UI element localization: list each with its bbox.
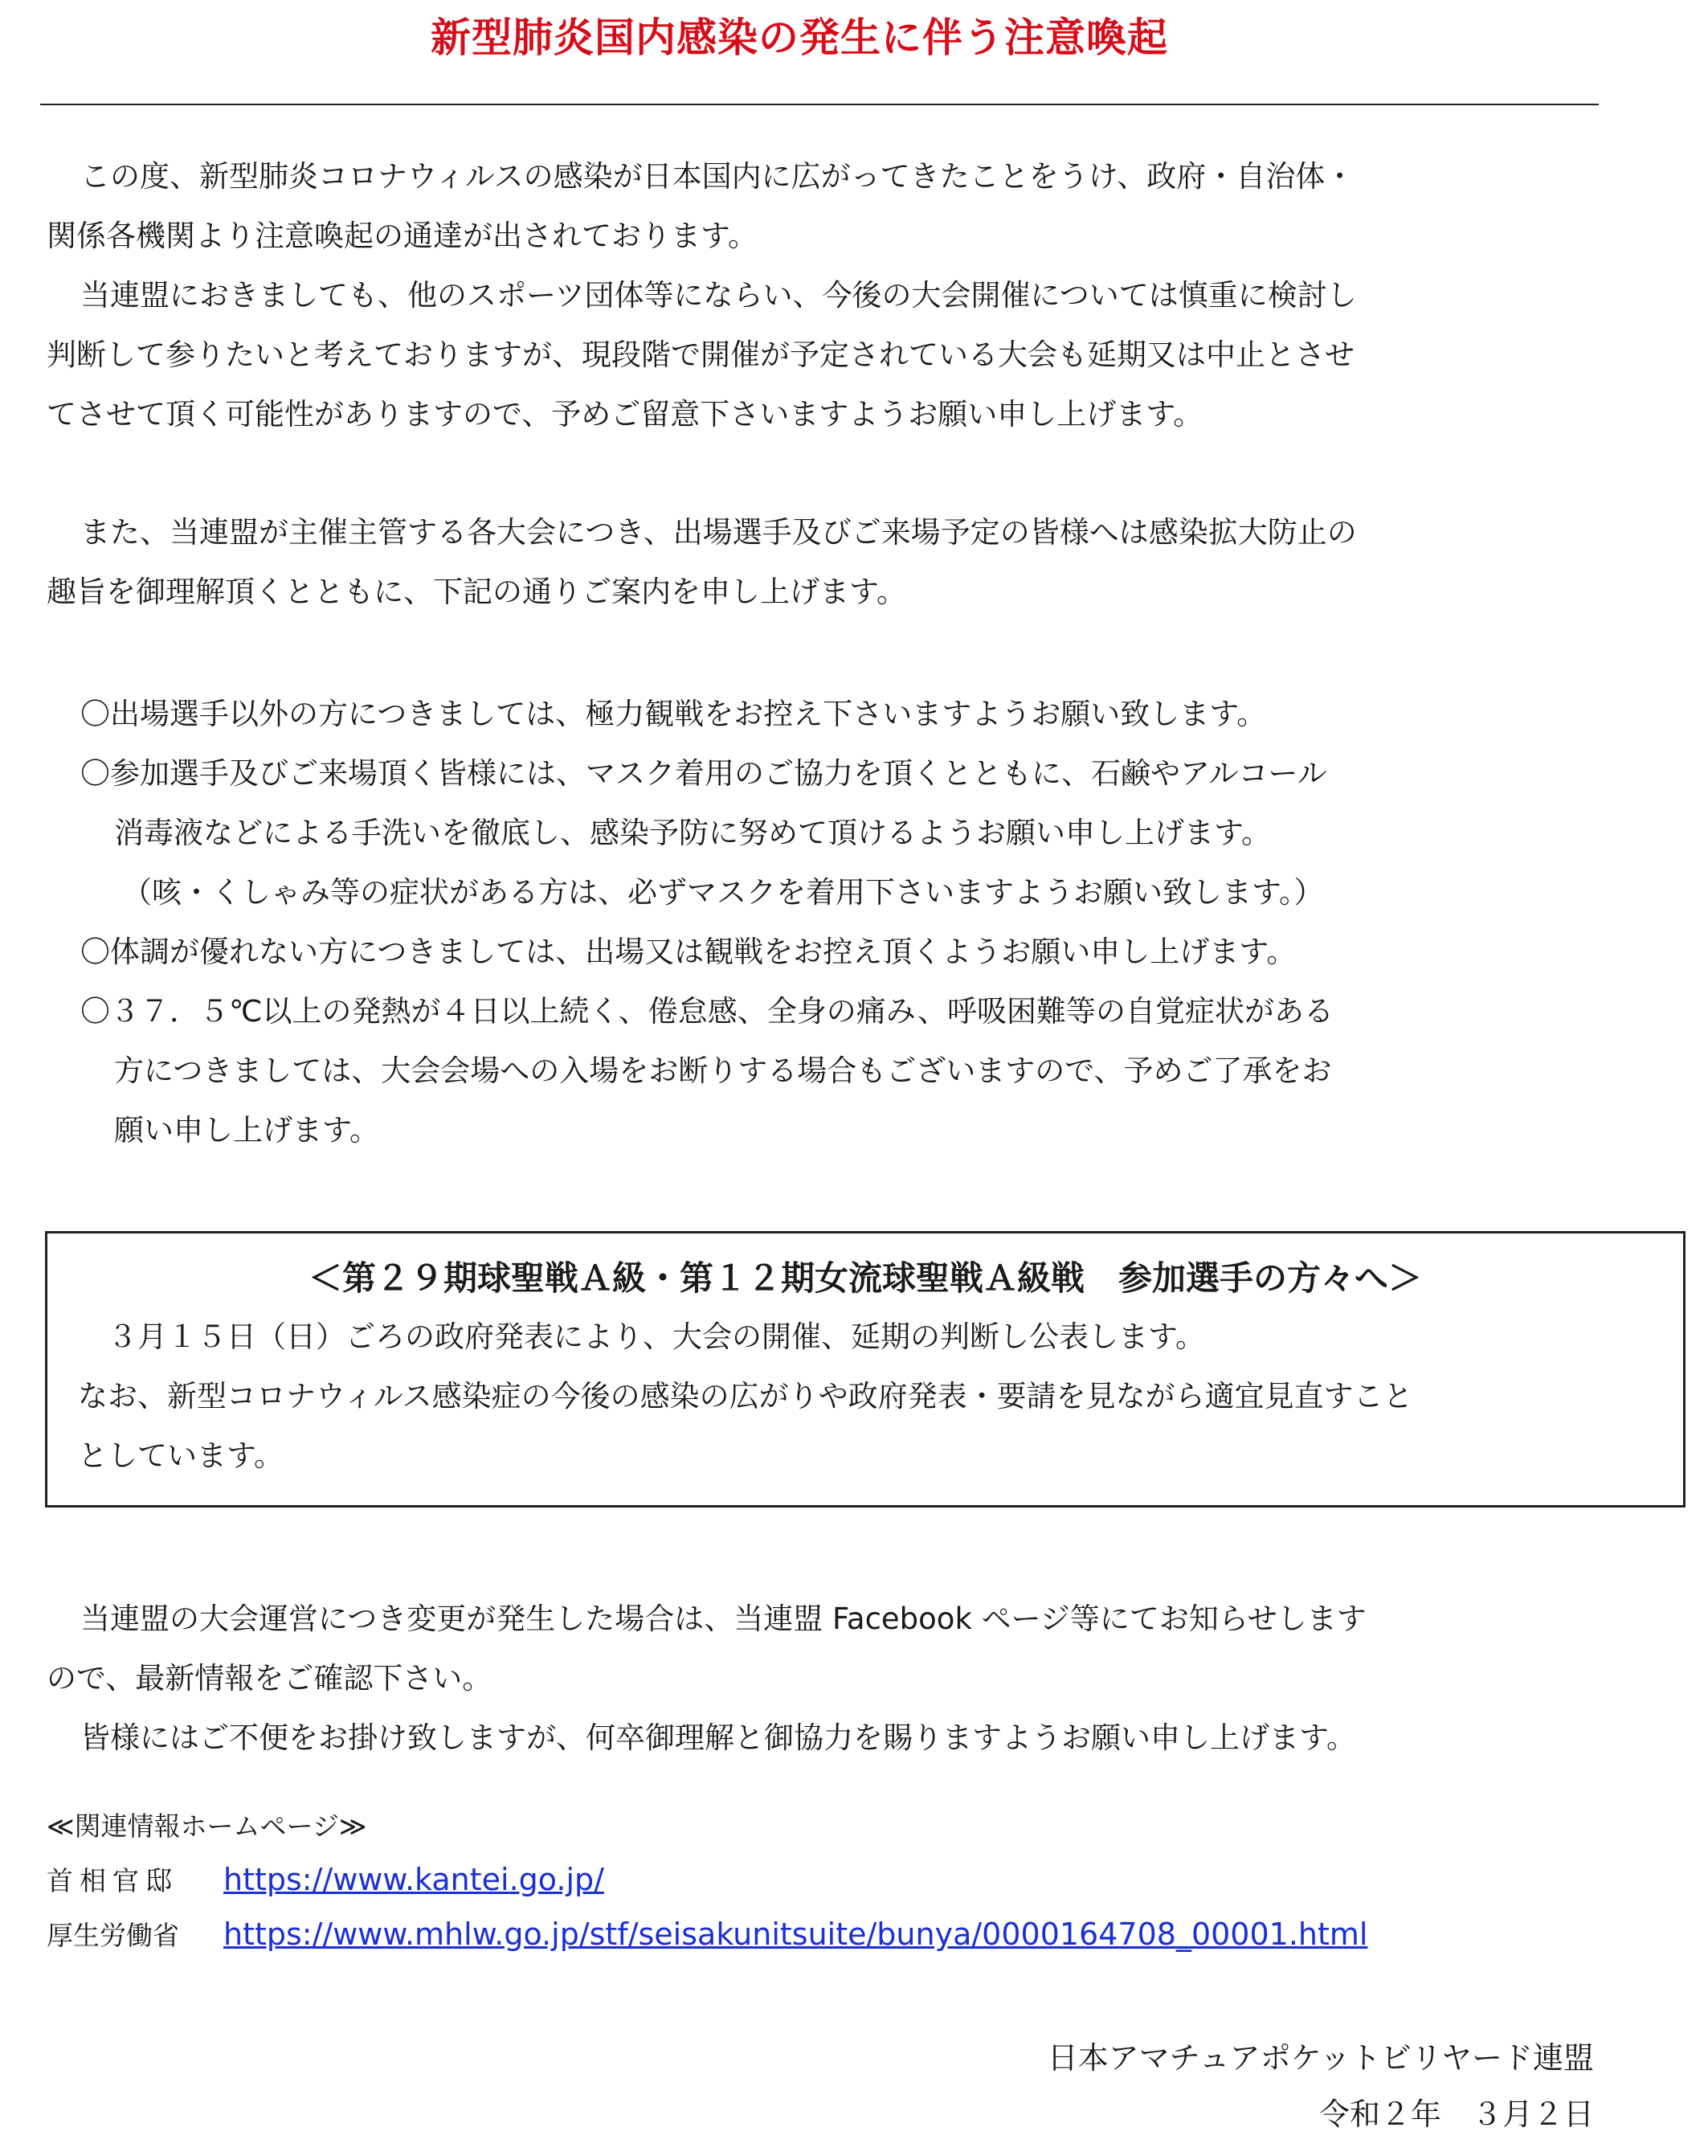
notice-line-3: としています。 — [78, 1438, 284, 1473]
precaution-item-1: 〇出場選手以外の方につきましては、極力観戦をお控え下さいますようお願い致します。 — [80, 697, 1267, 731]
intro-line-4: 判断して参りたいと考えておりますが、現段階で開催が予定されている大会も延期又は中止とさせ — [47, 338, 1355, 372]
closing-section — [47, 1589, 1605, 1768]
precaution-item-2-cont: 消毒液などによる手洗いを徹底し、感染予防に努めて頂けるようお願い申し上げます。 — [114, 816, 1272, 850]
intro-line-5: てさせて頂く可能性がありますので、予めご留意下さいますようお願い申し上げます。 — [47, 397, 1203, 432]
precaution-list — [80, 685, 1607, 1160]
kantei-link[interactable]: https://www.kantei.go.jp/ — [223, 1862, 604, 1897]
intro-section — [47, 147, 1605, 444]
participant-notice-box — [45, 1231, 1686, 1508]
precaution-item-2: 〇参加選手及びご来場頂く皆様には、マスク着用のご協力を頂くとともに、石鹸やアルコール — [80, 756, 1327, 791]
guidance-line-1: また、当連盟が主催主管する各大会につき、出場選手及びご来場予定の皆様へは感染拡大防止の — [80, 515, 1357, 550]
precaution-item-4: 〇３７．５℃以上の発熱が４日以上続く、倦怠感、全身の痛み、呼吸困難等の自覚症状がある — [80, 994, 1334, 1029]
link-row-mhlw — [47, 1908, 1367, 1962]
precaution-item-4-cont-2: 願い申し上げます。 — [114, 1113, 380, 1148]
notice-line-2: なお、新型コロナウィルス感染症の今後の感染の広がりや政府発表・要請を見ながら適宜見直すこと — [78, 1379, 1413, 1413]
document-title: 新型肺炎国内感染の発生に伴う注意喚起 — [431, 14, 1168, 61]
closing-line-3: 皆様にはご不便をお掛け致しますが、何卒御理解と御協力を賜りますようお願い申し上げます。 — [80, 1720, 1357, 1755]
organization-name: 日本アマチュアポケットビリヤード連盟 — [1047, 2040, 1594, 2076]
issue-date: 令和２年 ３月２日 — [1318, 2097, 1594, 2132]
closing-line-1: 当連盟の大会運営につき変更が発生した場合は、当連盟 Facebook ページ等にてお知らせします — [80, 1602, 1367, 1636]
related-heading: ≪関連情報ホームページ≫ — [47, 1810, 367, 1842]
link-label-kantei: 首相官邸 — [47, 1865, 178, 1896]
notice-title: ＜第２９期球聖戦Ａ級・第１２期女流球聖戦Ａ級戦 参加選手の方々へ＞ — [308, 1258, 1422, 1298]
guidance-line-2: 趣旨を御理解頂くとともに、下記の通りご案内を申し上げます。 — [47, 575, 907, 609]
precaution-item-4-cont-1: 方につきましては、大会会場への入場をお断りする場合もございますので、予めご了承をお — [114, 1053, 1332, 1088]
link-row-kantei — [47, 1853, 1367, 1908]
mhlw-link[interactable]: https://www.mhlw.go.jp/stf/seisakunitsuite/bunya/0000164708_00001.html — [223, 1917, 1368, 1952]
link-label-mhlw: 厚生労働省 — [47, 1920, 179, 1951]
intro-line-2: 関係各機関より注意喚起の通達が出されております。 — [47, 219, 758, 253]
precaution-item-3: 〇体調が優れない方につきましては、出場又は観戦をお控え頂くようお願い申し上げます。 — [80, 935, 1297, 969]
title-divider — [40, 104, 1599, 105]
intro-line-3: 当連盟におきましても、他のスポーツ団体等にならい、今後の大会開催については慎重に検討し — [80, 278, 1357, 313]
closing-line-2: ので、最新情報をご確認下さい。 — [47, 1661, 492, 1696]
notice-body — [78, 1307, 1653, 1486]
precaution-item-2-note: （咳・くしゃみ等の症状がある方は、必ずマスクを着用下さいますようお願い致します。） — [122, 875, 1324, 910]
notice-line-1: ３月１５日（日）ごろの政府発表により、大会の開催、延期の判断し公表します。 — [78, 1319, 1206, 1354]
related-links — [47, 1800, 1367, 1962]
guidance-section — [47, 503, 1605, 622]
intro-line-1: この度、新型肺炎コロナウィルスの感染が日本国内に広がってきたことをうけ、政府・自治体・ — [80, 159, 1355, 194]
